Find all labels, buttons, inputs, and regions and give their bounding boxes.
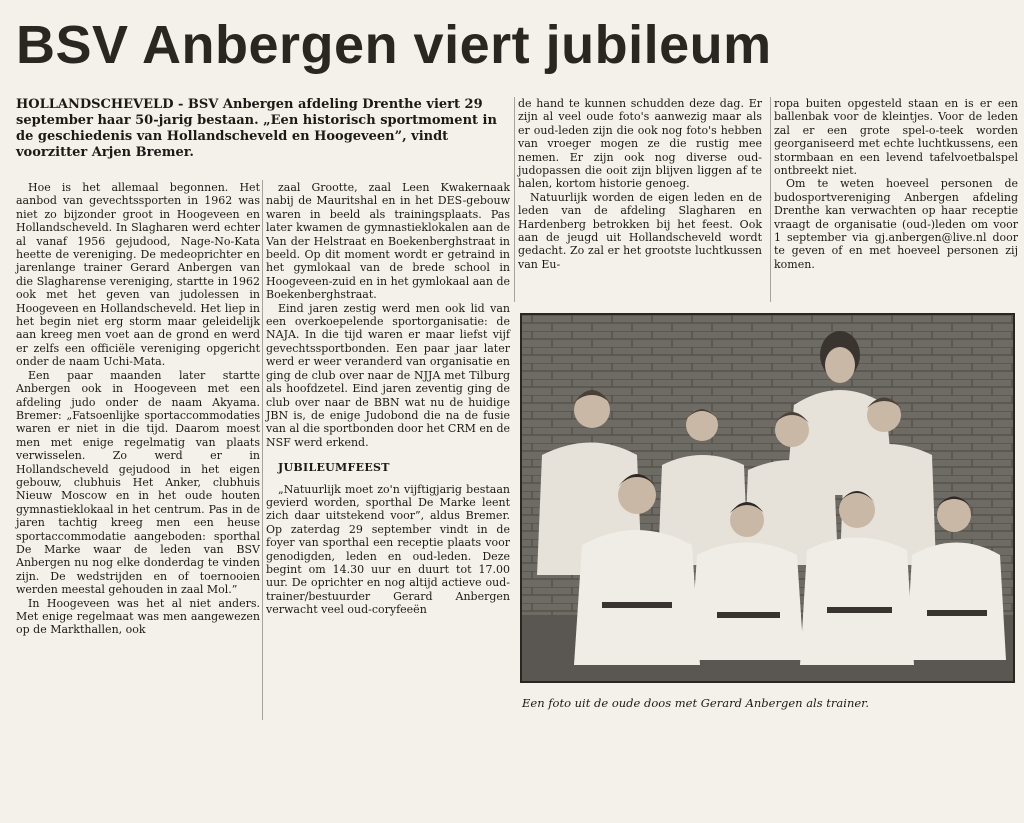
column-2 bbox=[266, 181, 510, 617]
lead-paragraph: HOLLANDSCHEVELD - BSV Anbergen afdeling Drenthe viert 29 september haar 50-jarig bestaan. „Een historisch sportmoment in de geschiedenis van Hollandscheveld en Hoogeveen”, vindt voorzitter Arjen Bremer. bbox=[16, 97, 497, 160]
column-1 bbox=[16, 181, 260, 637]
group-photo bbox=[520, 313, 1015, 683]
headline: BSV Anbergen viert jubileum bbox=[16, 15, 772, 75]
subheading: JUBILEUMFEEST bbox=[278, 461, 390, 475]
column-divider bbox=[770, 97, 771, 302]
photo-caption: Een foto uit de oude doos met Gerard Anbergen als trainer. bbox=[522, 696, 870, 710]
body-paragraph: de hand te kunnen schudden deze dag. Er zijn al veel oude foto's aanwezig maar als er oud-leden zijn die ook nog foto's hebben van vroeger mogen ze die rustig mee nemen. Er zijn ook nog diverse oud-judopassen die ooit zijn blijven liggen af te halen, kortom historie genoeg. bbox=[518, 97, 762, 191]
column-4 bbox=[774, 97, 1018, 271]
body-paragraph: zaal Grootte, zaal Leen Kwakernaak nabij de Mauritshal en in het DES-gebouw waren in beeld als trainingsplaats. Pas later kwamen de gymnastieklokalen aan de Van der Helstraat en Boekenberghstraat in beeld. Op dit moment wordt er getraind in het gymlokaal van de brede school in Hoogeveen-zuid en in het gymlokaal aan de Boekenberghstraat. bbox=[266, 181, 510, 302]
body-paragraph: Een paar maanden later startte Anbergen ook in Hoogeveen met een afdeling judo onder de naam Akyama. Bremer: „Fatsoenlijke sportaccommodaties waren er niet in die tijd. Daarom moest men met enige regelmatig van plaats verwisselen. Zo werd er in Hollandscheveld gejudood in het eigen gebouw, clubhuis Het Anker, clubhuis Nieuw Moscow en in het oude houten gymnastieklokaal in het centrum. Pas in de jaren tachtig kreeg men een heuse sportaccommodatie aangeboden: sporthal De Marke waar de leden van BSV Anbergen nu nog elke donderdag te vinden zijn. De wedstrijden en of toernooien werden meestal gehouden in zaal Mol.” bbox=[16, 368, 260, 597]
body-paragraph: Eind jaren zestig werd men ook lid van een overkoepelende sportorganisatie: de NAJA. In die tijd waren er maar liefst vijf gevechtssportbonden. Een paar jaar later werd er weer veranderd van organisatie en ging de club over naar de NJJA met Tilburg als hoofdzetel. Eind jaren zeventig ging de club over naar de BBN wat nu de huidige JBN is, de enige Judobond die na de fusie van al die sportbonden door het CRM en de NSF werd erkend. bbox=[266, 301, 511, 449]
judo-group-photo-illustration bbox=[522, 315, 1013, 681]
column-divider bbox=[262, 180, 263, 720]
body-paragraph: „Natuurlijk moet zo'n vijftigjarig bestaan gevierd worden, sporthal De Marke leent zich daar uitstekend voor”, aldus Bremer. Op zaterdag 29 september vindt in de foyer van sporthal een receptie plaats voor genodigden, leden en oud-leden. Deze begint om 14.30 uur en duurt tot 17.00 uur. De oprichter en nog altijd actieve oud-trainer/bestuurder Gerard Anbergen verwacht veel oud-coryfeeën bbox=[266, 482, 510, 617]
body-paragraph: Hoe is het allemaal begonnen. Het aanbod van gevechtssporten in 1962 was niet zo bijzonder groot in Hoogeveen en Hollandscheveld. In Slagharen werd echter al vanaf 1956 gejudood, Nage-No-Kata heette de vereniging. De medeoprichter en jarenlange trainer Gerard Anbergen van die Slagharense vereniging, startte in 1962 ook met het geven van judolessen in Hoogeveen en Hollandscheveld. Het liep in het begin niet erg storm maar geleidelijk aan kreeg men voet aan de grond en werd er zelfs een officiële vereniging opgericht onder de naam Uchi-Mata. bbox=[16, 181, 260, 369]
column-3 bbox=[518, 97, 762, 271]
body-paragraph: In Hoogeveen was het al niet anders. Met enige regelmaat was men aangewezen op de Markthallen, ook bbox=[16, 596, 260, 637]
body-paragraph: ropa buiten opgesteld staan en is er een ballenbak voor de kleintjes. Voor de leden zal er een grote spel-o-teek worden georganiseerd met echte luchtkussens, een stormbaan en een levend tafelvoetbalspel ontbreekt niet. bbox=[774, 97, 1018, 178]
body-paragraph: Natuurlijk worden de eigen leden en de leden van de afdeling Slagharen en Hardenberg betrokken bij het feest. Ook aan de jeugd uit Hollandscheveld wordt gedacht. Zo zal er het grootste luchtkussen van Eu- bbox=[518, 190, 762, 271]
body-paragraph: Om te weten hoeveel personen de budosportvereniging Anbergen afdeling Drenthe kan verwachten op haar receptie vraagt de organisatie (oud-)leden om voor 1 september via gj.anbergen@live.nl door te geven of en met hoeveel personen zij komen. bbox=[774, 177, 1018, 271]
column-divider bbox=[514, 97, 515, 302]
